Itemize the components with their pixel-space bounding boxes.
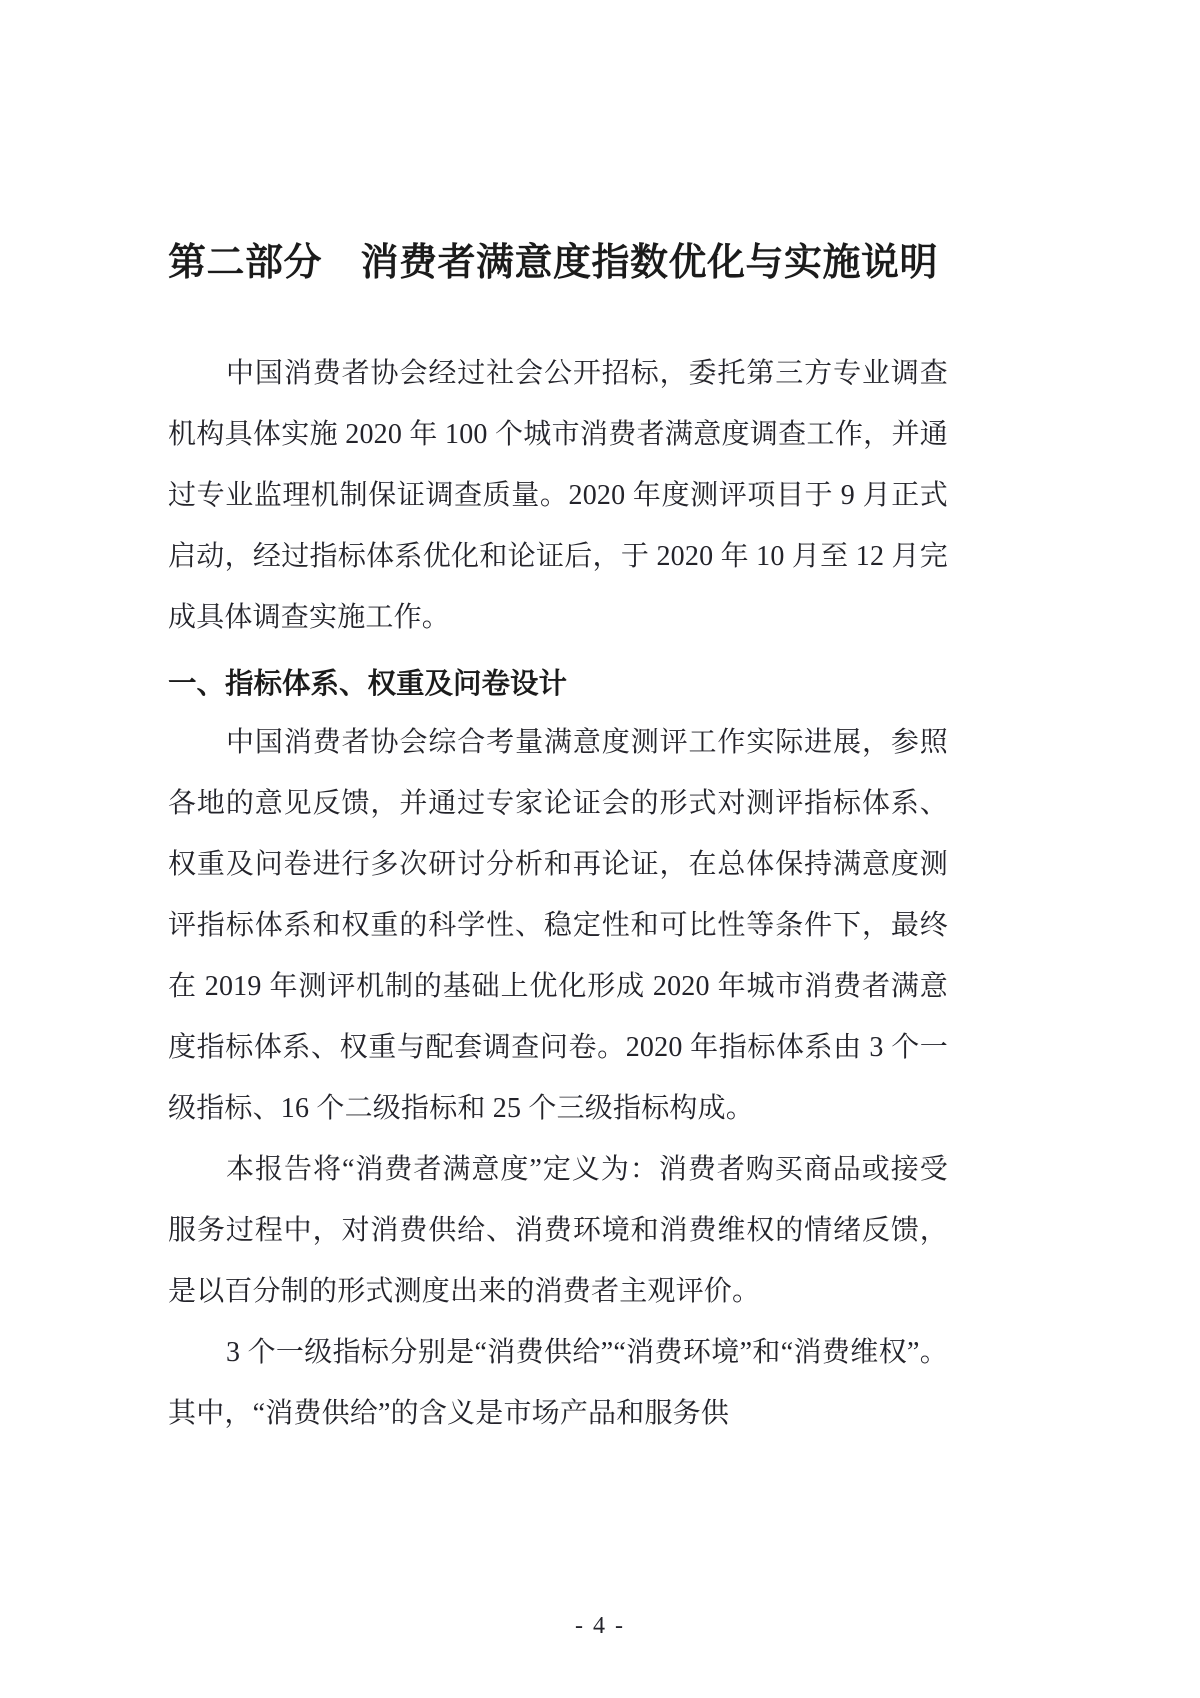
page-content-area <box>168 0 948 1698</box>
section-heading-one: 一、指标体系、权重及问卷设计 <box>168 668 568 701</box>
page-title: 第二部分 消费者满意度指数优化与实施说明 <box>168 242 939 284</box>
title-spacer <box>168 289 948 343</box>
paragraph-section-one-3: 3 个一级指标分别是“消费供给”“消费环境”和“消费维权”。其中，“消费供给”的含义是市场产品和服务供 <box>168 1336 948 1429</box>
paragraph-section-one-1: 中国消费者协会综合考量满意度测评工作实际进展，参照各地的意见反馈，并通过专家论证会的形式对测评指标体系、权重及问卷进行多次研讨分析和再论证，在总体保持满意度测评指标体系和权重的科学性、稳定性和可比性等条件下，最终在 2019 年测评机制的基础上优化形成 2020 年城市消费者满意度指标体系、权重与配套调查问卷。2020 年指标体系由 3 个一级指标、16 个二级指标和 25 个三级指标构成。 <box>168 726 948 1124</box>
page-number: - 4 - <box>575 1613 625 1639</box>
paragraph-intro: 中国消费者协会经过社会公开招标，委托第三方专业调查机构具体实施 2020 年 100 个城市消费者满意度调查工作，并通过专业监理机制保证调查质量。2020 年度测评项目于 9 月正式启动，经过指标体系优化和论证后，于 2020 年 10 月至 12 月完成具体调查实施工作。 <box>168 358 948 634</box>
paragraph-section-one-2: 本报告将“消费者满意度”定义为：消费者购买商品或接受服务过程中，对消费供给、消费环境和消费维权的情绪反馈，是以百分制的形式测度出来的消费者主观评价。 <box>168 1153 948 1307</box>
